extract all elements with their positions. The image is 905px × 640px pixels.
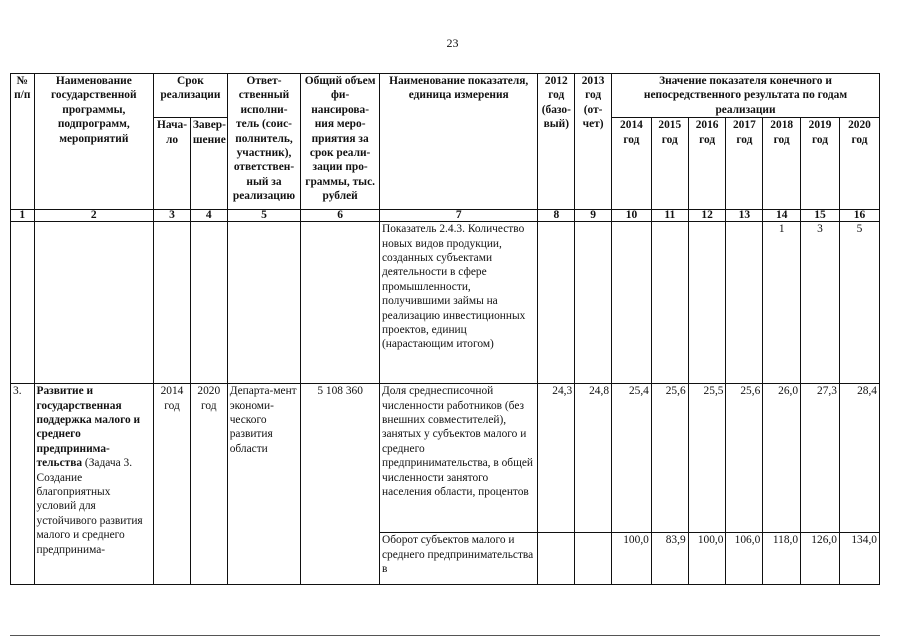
column-number: 6 [301,210,380,222]
value-2016: 25,5 [688,384,726,533]
header-year: 2015 год [651,118,688,210]
column-number: 1 [11,210,35,222]
measure-name-bold: Развитие и государственная поддержка малого и среднего предпринима-тельства [36,385,141,470]
header-start: Нача-ло [154,118,191,210]
funding-amount: 5 108 360 [301,384,380,585]
header-year: 2016 год [688,118,726,210]
value-2018: 118,0 [763,533,801,585]
indicator-name: Доля среднесписочной численности работников (без внешних совместителей), занятых у субъектов малого и среднего предпринимательства, в общей численности занятого населения области, процентов [379,384,537,533]
indicator-name: Показатель 2.4.3. Количество новых видов продукции, созданных субъектами деятельности в сфере промышленности, получившими займы на реализацию инвестиционных проектов, единиц (нарастающим итогом) [379,222,537,384]
column-numbers-row [11,210,880,222]
column-number: 9 [575,210,612,222]
column-number: 15 [801,210,840,222]
program-indicators-table [10,73,880,585]
header-funding: Общий объем фи-нансирова-ния меро-приятия за срок реали-зации про-граммы, тыс. рублей [301,74,380,210]
header-2012: 2012 год (базо-вый) [538,74,575,210]
value-2016 [688,222,726,384]
header-end: Завер-шение [190,118,227,210]
header-year: 2014 год [612,118,652,210]
column-number: 8 [538,210,575,222]
column-number: 4 [190,210,227,222]
header-term: Срок реализации [154,74,228,118]
value-2019: 3 [801,222,840,384]
header-name: Наименование государственной программы, подпрограмм, мероприятий [34,74,154,210]
value-2015 [651,222,688,384]
empty-cell [154,222,191,384]
value-2012: 24,3 [538,384,575,533]
value-2020: 134,0 [839,533,879,585]
column-number: 12 [688,210,726,222]
column-number: 7 [379,210,537,222]
empty-cell [190,222,227,384]
term-start: 2014 год [154,384,191,585]
table-row-indicator-2-4-3 [11,222,880,384]
header-year: 2019 год [801,118,840,210]
header-year: 2020 год [839,118,879,210]
value-2016: 100,0 [688,533,726,585]
term-end: 2020 год [190,384,227,585]
value-2015: 83,9 [651,533,688,585]
value-2012 [538,222,575,384]
value-2014: 25,4 [612,384,652,533]
header-no: № п/п [11,74,35,210]
header-values-title: Значение показателя конечного и непосредственного результата по годам реализации [612,74,880,118]
column-number: 11 [651,210,688,222]
indicator-name: Оборот субъектов малого и среднего предпринимательства в [379,533,537,585]
header-indicator: Наименование показателя, единица измерения [379,74,537,210]
column-number: 16 [839,210,879,222]
empty-cell [227,222,301,384]
value-2020: 28,4 [839,384,879,533]
value-2017 [726,222,763,384]
page-bottom-edge [10,635,880,636]
value-2014 [612,222,652,384]
value-2017: 106,0 [726,533,763,585]
value-2019: 27,3 [801,384,840,533]
value-2018: 1 [763,222,801,384]
row-number: 3. [11,384,35,585]
table-row-3-indicator-1 [11,384,880,533]
value-2013 [575,533,612,585]
value-2013 [575,222,612,384]
header-2013: 2013 год (от-чет) [575,74,612,210]
column-number: 10 [612,210,652,222]
value-2017: 25,6 [726,384,763,533]
empty-cell [11,222,35,384]
header-year: 2017 год [726,118,763,210]
header-row-1 [11,74,880,118]
header-responsible: Ответ-ственный исполни-тель (соис-полнитель, участник), ответствен-ный за реализацию [227,74,301,210]
measure-name [34,384,154,585]
column-number: 5 [227,210,301,222]
empty-cell [301,222,380,384]
measure-name-task: (Задача 3. Создание благоприятных условий для устойчивого развития малого и среднего предпринима- [36,457,143,556]
value-2014: 100,0 [612,533,652,585]
column-number: 2 [34,210,154,222]
value-2018: 26,0 [763,384,801,533]
page-number: 23 [446,36,459,50]
responsible-executor: Департа-мент экономи-ческого развития области [227,384,301,585]
column-number: 3 [154,210,191,222]
column-number: 13 [726,210,763,222]
value-2020: 5 [839,222,879,384]
column-number: 14 [763,210,801,222]
header-year: 2018 год [763,118,801,210]
value-2012 [538,533,575,585]
empty-cell [34,222,154,384]
value-2019: 126,0 [801,533,840,585]
value-2013: 24,8 [575,384,612,533]
value-2015: 25,6 [651,384,688,533]
